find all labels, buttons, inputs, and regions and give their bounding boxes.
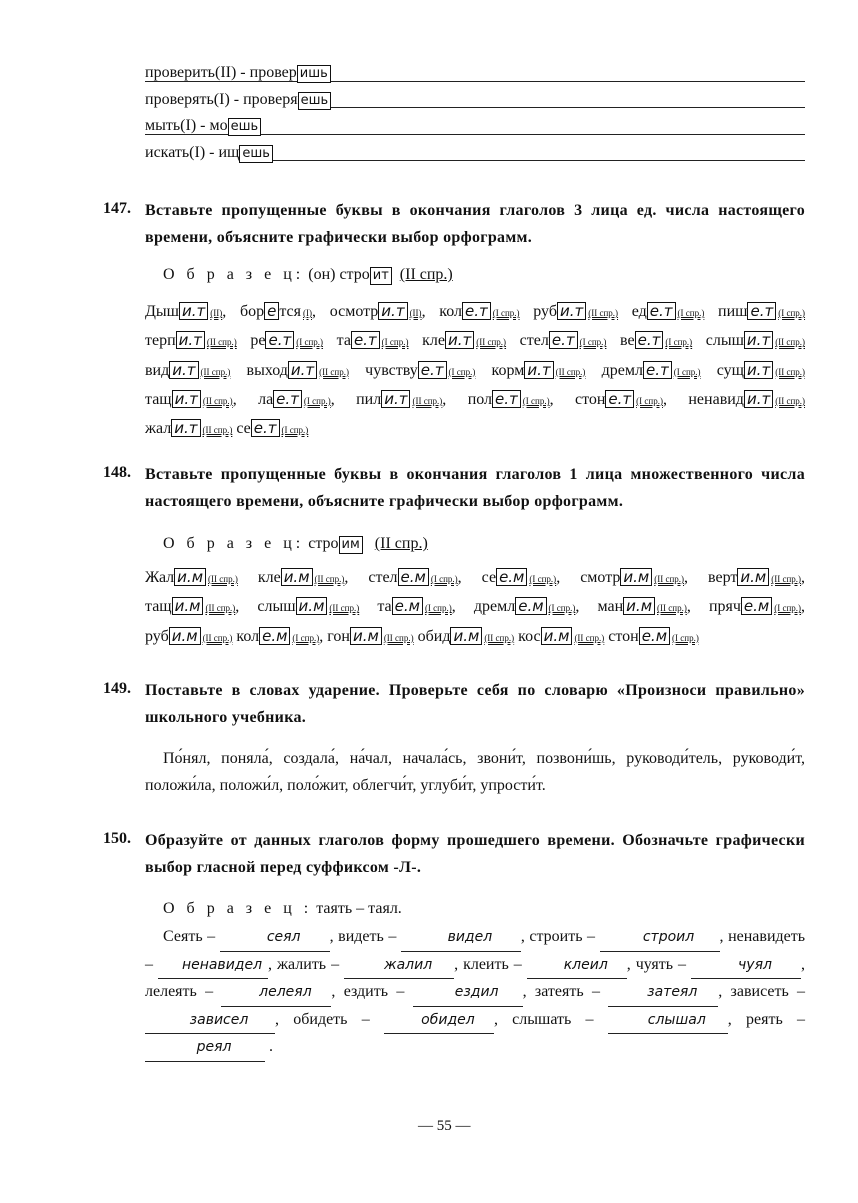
verb-item — [518, 623, 604, 652]
verb-stem: гон — [327, 627, 350, 645]
ending-box: и.м — [620, 568, 652, 586]
verb-item — [717, 357, 805, 386]
conversion-item: лелеять – лелеял , — [145, 983, 344, 1000]
exercise-number: 149. — [103, 680, 131, 697]
verb-stem: кос — [518, 627, 541, 645]
exercise-150-items — [145, 924, 805, 1062]
sample-text: таять – таял. — [316, 900, 402, 917]
ending-box: е.т — [647, 302, 676, 320]
verb: проверять — [145, 90, 214, 108]
answer-ending: ешь — [228, 118, 262, 136]
ending-box: и.т — [744, 331, 773, 349]
verb-stem: руб — [533, 303, 557, 320]
verb-stem: ед — [631, 303, 647, 320]
verb-item — [418, 623, 515, 652]
ending-box: е.т — [273, 390, 302, 408]
conjugation-label: (II спр.) — [202, 425, 233, 436]
conversion-item: строить – строил , — [529, 928, 728, 945]
conversion-item: затеять – затеял , — [535, 983, 731, 1000]
separator: , — [451, 598, 456, 616]
conversion-item: ездить – ездил , — [344, 983, 535, 1000]
ending-box: и.т — [378, 302, 407, 320]
conjugation-label: (II спр.) — [775, 395, 806, 406]
ending-box: и.т — [445, 331, 474, 349]
ending-box: и.м — [172, 597, 204, 615]
conjugation-label: (II спр.) — [657, 603, 687, 614]
verb-item — [533, 298, 618, 327]
verb-item — [145, 327, 237, 356]
verb: клеить — [463, 955, 509, 973]
separator: , — [457, 569, 462, 586]
verb-stem: руб — [145, 627, 169, 645]
verb: слышать — [512, 1010, 572, 1028]
sample-label: О б р а з е ц: — [163, 266, 305, 283]
sample-text: стро — [308, 535, 339, 552]
verb-item — [240, 298, 316, 327]
ending-box: е.т — [265, 331, 294, 349]
sample-label: О б р а з е ц: — [163, 535, 305, 552]
verb-stem: та — [336, 332, 351, 350]
answer-field: ездил — [413, 979, 523, 1007]
verb-item — [365, 357, 475, 386]
verb-stem: жал — [145, 420, 172, 438]
conjugation-line — [145, 113, 805, 140]
verb: жалить — [276, 955, 327, 973]
verb-item — [597, 593, 690, 622]
verb-stem: ве — [620, 332, 635, 350]
verb-stem: Дыш — [145, 303, 179, 320]
ending-box: е.т — [643, 361, 672, 379]
ending-box: и.т — [744, 390, 773, 408]
exercise-number: 147. — [103, 200, 131, 217]
conjugation-label: (II спр.) — [588, 308, 619, 318]
conjugation-label: (I спр.) — [677, 308, 705, 318]
conjugation: (I) — [189, 143, 206, 161]
ending-box: и.м — [623, 597, 655, 615]
verb-item — [145, 593, 239, 622]
conjugation-label: (II спр.) — [476, 337, 507, 348]
verb-stem: пиш — [718, 303, 748, 320]
answer-stem: - ищ — [205, 143, 240, 161]
conjugation-label: (I спр.) — [665, 337, 693, 348]
verb-stem: ман — [597, 598, 624, 616]
ending-box: е.т — [747, 302, 776, 320]
verb: ненавидеть — [728, 928, 806, 945]
verb-item — [620, 327, 692, 356]
conjugation-label: (II спр.) — [555, 366, 586, 377]
verb-item — [482, 564, 561, 593]
conjugation-label: (II спр.) — [574, 632, 605, 643]
ending-box: е.т — [462, 302, 491, 320]
conjugation-label: (II спр.) — [314, 574, 345, 584]
conjugation-label: (II) — [210, 308, 223, 318]
exercise-147-sample — [163, 266, 453, 285]
conjugation-line — [145, 87, 805, 114]
verb-rest: тся — [279, 303, 301, 320]
verb-item — [145, 415, 232, 444]
separator: , — [801, 598, 806, 616]
answer-field: ненавидел — [158, 952, 268, 980]
page-number: — 55 — — [418, 1118, 471, 1134]
answer-stem: - мо — [196, 117, 228, 134]
verb: ездить — [343, 983, 389, 1000]
conjugation-label: (I спр.) — [296, 337, 324, 348]
conversion-item: Сеять – сеял , — [163, 928, 338, 945]
conversion-item: ненавидеть – ненавидел , — [145, 928, 805, 973]
conjugation-label: (I спр.) — [636, 395, 663, 406]
conjugation-label: (I спр.) — [579, 337, 607, 348]
verb-item — [520, 327, 607, 356]
answer-field: видел — [401, 924, 521, 952]
conversion-item: обидеть – обидел , — [293, 1011, 512, 1028]
ending-box: е.т — [251, 419, 280, 437]
conjugation-label: (I спр.) — [424, 603, 452, 614]
conjugation-label: (II спр.) — [775, 366, 806, 377]
verb: мыть — [145, 117, 181, 134]
verb-item — [632, 298, 705, 327]
conjugation-label: (I спр.) — [672, 632, 699, 643]
conjugation-label: (I спр.) — [492, 308, 520, 318]
conjugation-label: (II спр.) — [775, 337, 805, 348]
conjugation-label: (I спр.) — [529, 574, 557, 584]
verb: реять — [746, 1010, 783, 1028]
ending-box: и.т — [171, 419, 200, 437]
verb-stem: стел — [368, 569, 398, 586]
separator: , — [222, 303, 227, 320]
verb-stem: терп — [145, 332, 176, 350]
verb-item — [236, 623, 323, 652]
conversion-item: жалить – жалил , — [277, 956, 463, 973]
verb-stem: верт — [708, 569, 738, 586]
verb-stem: се — [481, 569, 497, 586]
verb-stem: чувству — [365, 361, 418, 379]
verb-stem: обид — [417, 627, 451, 645]
verb-stem: кле — [422, 332, 445, 350]
answer-ending: ешь — [239, 145, 273, 163]
conjugation-label: (I спр.) — [522, 395, 550, 406]
exercise-147-title: Вставьте пропущенные буквы в окончания глаголов 3 лица ед. числа настоящего времени, объясните графически выбор орфограмм. — [145, 202, 805, 246]
verb-item — [706, 327, 805, 356]
conversion-item: клеить – клеил , — [463, 956, 636, 973]
verb-stem: та — [377, 598, 392, 616]
answer-field: зависел — [145, 1007, 275, 1035]
answer-field: обидел — [384, 1007, 494, 1035]
exercise-149-title: Поставьте в словах ударение. Проверьте себя по словарю «Произноси правильно» школьного учебника. — [145, 682, 805, 726]
verb-stem: дремл — [473, 598, 516, 616]
verb-item — [145, 298, 226, 327]
verb-stem: тащ — [145, 598, 172, 616]
separator: , — [311, 303, 316, 320]
verb-stem: ненавид — [688, 390, 744, 408]
verb-item — [327, 623, 413, 652]
verb-item — [474, 593, 579, 622]
separator: , — [442, 390, 447, 408]
verb-item — [718, 298, 805, 327]
ending-box: е.м — [496, 568, 527, 586]
conjugation-label: (I спр.) — [381, 337, 409, 348]
conversion-item: видеть – видел , — [338, 928, 529, 945]
verb-item — [575, 386, 667, 415]
ending-box: и.м — [174, 568, 206, 586]
verb: видеть — [338, 928, 384, 945]
sample-conj: (II спр.) — [374, 535, 428, 552]
verb-item — [492, 357, 586, 386]
exercise-148-title: Вставьте пропущенные буквы в окончания глаголов 1 лица множественного числа настоящего времени, объясните графически выбор орфограмм. — [145, 466, 805, 510]
verb-stem: смотр — [580, 569, 621, 586]
separator: , — [684, 569, 689, 586]
ending-box: е.т — [418, 361, 447, 379]
verb-item — [145, 623, 232, 652]
verb: строить — [529, 928, 583, 945]
separator: , — [662, 390, 667, 408]
answer-field: строил — [600, 924, 720, 952]
ending-box: и.т — [172, 390, 201, 408]
verb: проверить — [145, 64, 215, 81]
verb-item — [439, 298, 519, 327]
sample-label: О б р а з е ц : — [163, 900, 313, 917]
ending-box: е.м — [515, 597, 546, 615]
verb-item — [608, 623, 699, 652]
verb-item — [468, 386, 554, 415]
verb-item — [708, 564, 805, 593]
verb-item — [368, 564, 461, 593]
conjugation-label: (II спр.) — [205, 603, 236, 614]
separator: , — [235, 598, 240, 616]
ending-box: и.т — [524, 361, 553, 379]
verb-stem: сущ — [716, 361, 744, 379]
exercise-number: 148. — [103, 464, 131, 481]
verb-item — [247, 357, 349, 386]
conjugation: (I) — [180, 117, 197, 134]
verb-stem: бор — [239, 303, 265, 320]
verb-stem: стон — [608, 627, 639, 645]
verb: Сеять — [163, 928, 203, 945]
answer-field: затеял — [608, 979, 718, 1007]
verb-stem: стон — [574, 390, 606, 408]
conjugation-label: (II спр.) — [202, 395, 233, 406]
answer-field: чуял — [691, 952, 801, 980]
conversion-item: слышать – слышал , — [512, 1011, 746, 1028]
exercise-148-sample — [163, 535, 428, 554]
ending-box: е.м — [392, 597, 423, 615]
separator: , — [344, 569, 349, 586]
conjugation: (I) — [213, 90, 230, 108]
conjugation-label: (II спр.) — [206, 337, 237, 348]
conjugation-label: (II спр.) — [383, 632, 414, 643]
conversion-item: зависеть – зависел , — [145, 983, 805, 1028]
answer-stem: - провер — [236, 64, 297, 81]
ending-box: е.т — [492, 390, 521, 408]
ending-box: е.т — [605, 390, 634, 408]
answer-stem: - проверя — [229, 90, 298, 108]
verb-stem: слыш — [705, 332, 744, 350]
verb: искать — [145, 143, 190, 161]
ending-box: и.т — [744, 361, 773, 379]
verb-stem: выход — [246, 361, 288, 379]
conjugation-label: (I спр.) — [303, 395, 331, 406]
ending-box: е.м — [741, 597, 772, 615]
answer-field: жалил — [344, 952, 454, 980]
separator: , — [575, 598, 580, 616]
exercise-number: 150. — [103, 830, 131, 847]
conjugation-label: (I спр.) — [430, 574, 458, 584]
exercise-150-title: Образуйте от данных глаголов форму прошедшего времени. Обозначьте графически выбор гласной перед суффиксом -Л-. — [145, 832, 805, 876]
ending-box: е — [264, 302, 279, 320]
conjugation-line — [145, 140, 805, 167]
verb-stem: се — [236, 420, 251, 438]
verb-stem: осмотр — [329, 303, 379, 320]
verb: затеять — [534, 983, 584, 1000]
conjugation-label: (II спр.) — [771, 574, 802, 584]
ending-box: е.м — [639, 627, 670, 645]
ending-box: и.м — [541, 627, 573, 645]
verb-item — [377, 593, 455, 622]
conjugation-label: (I спр.) — [778, 308, 806, 318]
verb-item — [258, 564, 349, 593]
conjugation-label: (I спр.) — [448, 366, 476, 377]
ending-box: и.м — [737, 568, 769, 586]
ending-box: и.м — [450, 627, 482, 645]
answer-field: клеил — [527, 952, 627, 980]
verb-item — [145, 564, 238, 593]
ending-box: и.т — [176, 331, 205, 349]
ending-box: и.т — [169, 361, 198, 379]
verb-stem: кле — [257, 569, 281, 586]
ending-box: е.м — [398, 568, 429, 586]
separator: , — [330, 390, 335, 408]
conversion-item: чуять – чуял , — [636, 956, 805, 973]
exercise-149-text: По́нял, поняла́, создала́, на́чал, начала́сь, звони́т, позвони́шь, руководи́тель, руководи́т, положи́ла, положи́л, поло́жит, облегчи́т, углуби́т, упрости́т. — [145, 750, 805, 795]
ending-box: е.м — [259, 627, 290, 645]
verb-item — [145, 357, 230, 386]
verb-stem: пряч — [708, 598, 741, 616]
conjugation-label: (II спр.) — [484, 632, 515, 643]
conjugation-label: (II спр.) — [412, 395, 443, 406]
verb-item — [356, 386, 446, 415]
verb-item — [602, 357, 701, 386]
verb-stem: ла — [258, 390, 274, 408]
exercise-150-sample — [163, 900, 402, 918]
sample-text: (он) стро — [308, 266, 370, 283]
separator: , — [421, 303, 426, 320]
ending-box: е.т — [549, 331, 578, 349]
ending-box: и.м — [296, 597, 328, 615]
ending-box: и.м — [350, 627, 382, 645]
verb: чуять — [635, 955, 674, 973]
verb-item — [422, 327, 506, 356]
verb-stem: ре — [250, 332, 266, 350]
conjugation-label: (II спр.) — [654, 574, 685, 584]
verb: лелеять — [145, 983, 197, 1000]
conjugation-label: (I спр.) — [281, 425, 309, 436]
answer-field: реял — [145, 1034, 265, 1062]
conjugation: (II) — [214, 64, 237, 81]
exercise-148-items — [145, 564, 805, 652]
verb-item — [236, 415, 308, 444]
verb-stem: стел — [519, 332, 549, 350]
ending-box: е.т — [635, 331, 664, 349]
verb-stem: слыш — [257, 598, 296, 616]
sample-ending: им — [339, 536, 363, 554]
verb-stem: дремл — [601, 361, 643, 379]
conjugation-label: (II) — [409, 308, 422, 318]
conjugation-label: (I спр.) — [548, 603, 576, 614]
separator: , — [232, 390, 237, 408]
exercise-147-items — [145, 298, 805, 444]
verb-item — [688, 386, 805, 415]
answer-ending: ешь — [298, 92, 332, 110]
verb-item — [580, 564, 688, 593]
verb-item — [709, 593, 805, 622]
separator: , — [319, 627, 324, 645]
ending-box: и.т — [179, 302, 208, 320]
verb-stem: тащ — [145, 390, 172, 408]
verb: зависеть — [730, 983, 789, 1000]
conjugation-label: (II спр.) — [208, 574, 238, 584]
verb-stem: вид — [145, 361, 170, 379]
ending-box: и.т — [557, 302, 586, 320]
verb-item — [330, 298, 426, 327]
verb-item — [257, 593, 359, 622]
separator: , — [801, 569, 806, 586]
top-lines — [145, 60, 805, 166]
verb-stem: кол — [439, 303, 462, 320]
sample-conj: (II спр.) — [399, 266, 453, 283]
conjugation-label: (II спр.) — [200, 366, 231, 377]
answer-field: сеял — [220, 924, 330, 952]
conjugation-label: (II спр.) — [329, 603, 360, 614]
conjugation-label: (I спр.) — [774, 603, 802, 614]
verb-stem: пил — [356, 390, 382, 408]
conversion-item: реять – реял . — [145, 1011, 805, 1056]
conjugation-line — [145, 60, 805, 87]
ending-box: и.т — [381, 390, 410, 408]
verb-stem: пол — [467, 390, 493, 408]
verb-item — [337, 327, 409, 356]
separator: , — [556, 569, 561, 586]
ending-box: е.т — [351, 331, 380, 349]
verb: обидеть — [293, 1010, 348, 1028]
conjugation-label: (I спр.) — [673, 366, 701, 377]
sample-ending: ит — [370, 267, 392, 285]
ending-box: и.т — [288, 361, 317, 379]
answer-field: лелеял — [221, 979, 331, 1007]
verb-item — [258, 386, 335, 415]
conjugation-label: (I) — [302, 308, 312, 318]
answer-field: слышал — [608, 1007, 728, 1035]
conjugation-label: (I спр.) — [292, 632, 320, 643]
ending-box: и.м — [169, 627, 201, 645]
conjugation-label: (II спр.) — [202, 632, 233, 643]
verb-item — [250, 327, 323, 356]
verb-item — [145, 386, 237, 415]
separator: , — [686, 598, 691, 616]
verb-stem: корм — [491, 361, 525, 379]
verb-stem: кол — [236, 627, 260, 645]
conjugation-label: (II спр.) — [319, 366, 349, 377]
ending-box: и.м — [281, 568, 313, 586]
answer-ending: ишь — [297, 65, 331, 83]
separator: , — [549, 390, 554, 408]
verb-stem: Жал — [145, 569, 175, 586]
